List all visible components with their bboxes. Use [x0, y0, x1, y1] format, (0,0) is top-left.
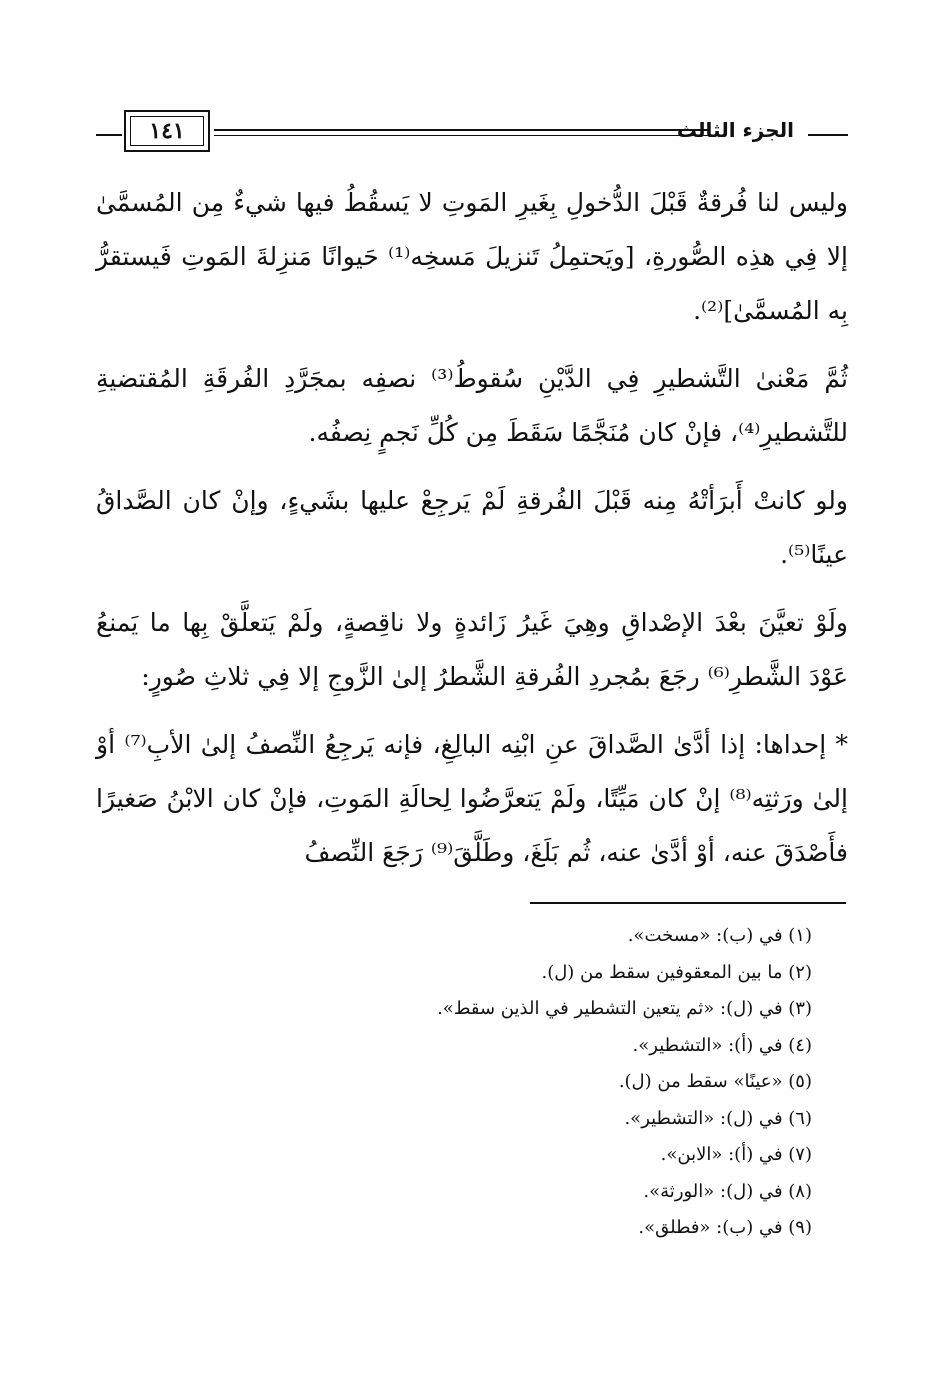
paragraph: ثُمَّ مَعْنىٰ التَّشطيرِ فِي الدَّيْنِ سُقوطُ⁽³⁾ نصفِه بمجَرَّدِ الفُرقَةِ المُقتضيةِ للتَّشطيرِ⁽⁴⁾، فإنْ كان مُنَجَّمًا سَقَطَ مِن كُلِّ نَجمٍ نِصفُه.: [96, 364, 848, 447]
footnote-item: (٣) في (ل): «ثم يتعين التشطير في الذين سقط».: [437, 998, 812, 1019]
footnote-item: (٨) في (ل): «الورثة».: [643, 1180, 812, 1202]
footnote-separator: [530, 902, 846, 904]
footnote-item: (١) في (ب): «مسخت».: [627, 925, 812, 946]
page-number-frame: [124, 110, 210, 152]
page-number: ١٤١: [130, 116, 204, 146]
footnotes-list: [172, 918, 812, 1247]
footnote-item: (٢) ما بين المعقوفين سقط من (ل).: [541, 961, 812, 983]
footnote-item: (٦) في (ل): «التشطير».: [624, 1107, 812, 1129]
footnote-item: (٤) في (أ): «التشطير».: [632, 1034, 812, 1056]
paragraph: وليس لنا فُرقةٌ قَبْلَ الدُّخولِ بِغَيرِ المَوتِ لا يَسقُطُ فيها شيءٌ مِن المُسمَّىٰ إلا فِي هذِه الصُّورةِ، [ويَحتمِلُ تَنزيلَ مَسخِه⁽¹⁾ حَيوانًا مَنزِلةَ المَوتِ فَيستقرُّ بِه المُسمَّىٰ]⁽²⁾.: [96, 188, 849, 325]
footnote-item: (٥) «عينًا» سقط من (ل).: [618, 1071, 812, 1092]
footnote-item: (٩) في (ب): «فطلق».: [638, 1217, 812, 1238]
running-title: الجزء الثالث: [676, 118, 794, 142]
paragraph: ولَوْ تعيَّنَ بعْدَ الإصْداقِ وهِيَ غَيرُ زَائدةٍ ولا ناقِصةٍ، ولَمْ يَتعلَّقْ بِها ما يَمنعُ عَوْدَ الشَّطرِ⁽⁶⁾ رجَعَ بمُجردِ الفُرقةِ الشَّطرُ إلىٰ الزَّوجِ إلا فِي ثلاثِ صُورٍ:: [96, 608, 848, 691]
footnote-item: (٧) في (أ): «الابن».: [660, 1144, 812, 1165]
header-dash-left: [96, 134, 122, 136]
page-header: [96, 116, 848, 152]
header-rule: [214, 129, 708, 136]
main-text: [96, 176, 848, 894]
paragraph: ولو كانتْ أَبرَأتْهُ مِنه قَبْلَ الفُرقةِ لَمْ يَرجِعْ عليها بشَيءٍ، وإنْ كان الصَّداقُ عينًا⁽⁵⁾.: [96, 486, 848, 569]
header-dash-right: [808, 134, 848, 136]
paragraph: * إحداها: إذا أدَّىٰ الصَّداقَ عنِ ابْنِه البالِغِ، فإنه يَرجِعُ النِّصفُ إلىٰ الأبِ⁽⁷⁾ أوْ إلىٰ ورَثتِه⁽⁸⁾ إنْ كان مَيِّتًا، ولَمْ يَتعرَّضُوا لِحالَةِ المَوتِ، فإنْ كان الابْنُ صَغيرًا فأَصْدَقَ عنه، أوْ أدَّىٰ عنه، ثُم بَلَغَ، وطَلَّقَ⁽⁹⁾ رَجَعَ النِّصفُ: [96, 730, 848, 867]
